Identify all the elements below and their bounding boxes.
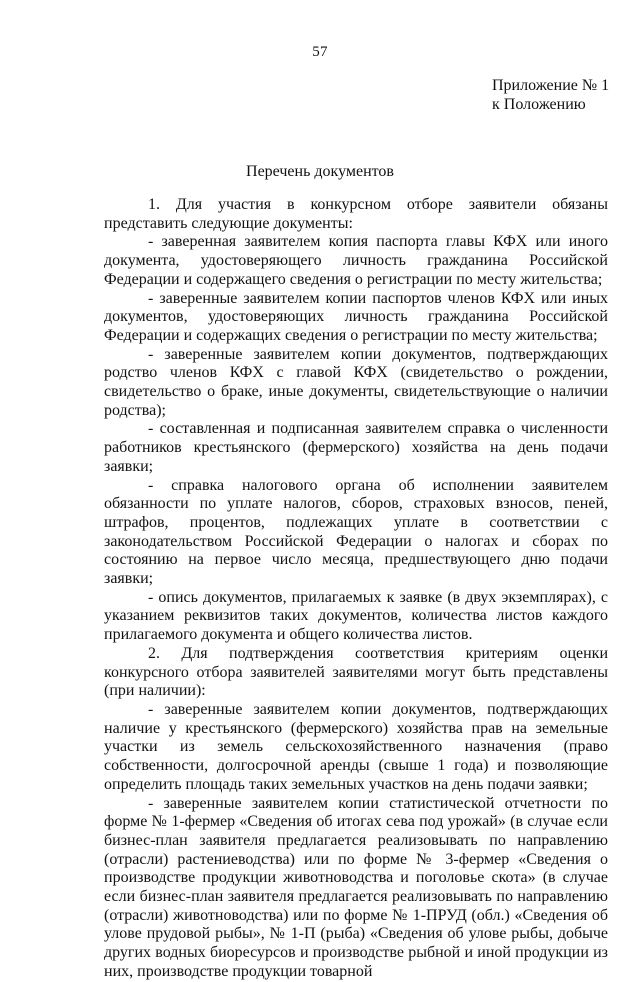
document-body bbox=[104, 196, 608, 982]
appendix-header bbox=[492, 76, 609, 114]
appendix-line-1: Приложение № 1 bbox=[492, 77, 610, 94]
paragraph-10: - заверенные заявителем копии статистической отчетности по форме № 1-фермер «Сведения об итогах сева под урожай» (в случае если бизнес-план заявителя предлагается реализовывать по направлению (отрасли) растениеводства) или по форме № 3-фермер «Сведения о производстве продукции животноводства и поголовье скота» (в случае если бизнес-план заявителя предлагается реализовывать по направлению (отрасли) животноводства) или по форме № 1-ПРУД (обл.) «Сведения об улове прудовой рыбы», № 1-П (рыба) «Сведения об улове рыбы, добыче других водных биоресурсов и производстве рыбной и иной продукции из них, производстве продукции товарной bbox=[104, 794, 608, 980]
paragraph-2: - заверенная заявителем копия паспорта главы КФХ или иного документа, удостоверяющего личность гражданина Российской Федерации и содержащего сведения о регистрации по месту жительства; bbox=[104, 233, 608, 288]
paragraph-4: - заверенные заявителем копии документов, подтверждающих родство членов КФХ с главой КФХ (свидетельство о рождении, свидетельство о браке, иные документы, свидетельствующие о наличии родства); bbox=[104, 345, 608, 419]
paragraph-3: - заверенные заявителем копии паспортов членов КФХ или иных документов, удостоверяющих личность гражданина Российской Федерации и содержащих сведения о регистрации по месту жительства; bbox=[104, 289, 608, 344]
paragraph-1: 1. Для участия в конкурсном отборе заявители обязаны представить следующие документы: bbox=[104, 196, 608, 232]
document-title: Перечень документов bbox=[246, 163, 394, 180]
paragraph-7: - опись документов, прилагаемых к заявке (в двух экземплярах), с указанием реквизитов таких документов, количества листов каждого прилагаемого документа и общего количества листов. bbox=[104, 588, 608, 644]
paragraph-6: - справка налогового органа об исполнении заявителем обязанности по уплате налогов, сборов, страховых взносов, пеней, штрафов, процентов, подлежащих уплате в соответствии с законодательством Российской Федерации о налогах и сборах по состоянию на первое число месяца, предшествующего дню подачи заявки; bbox=[104, 476, 608, 588]
paragraph-8: 2. Для подтверждения соответствия критериям оценки конкурсного отбора заявителей заявителями могут быть представлены (при наличии): bbox=[104, 644, 608, 700]
paragraph-5: - составленная и подписанная заявителем справка о численности работников крестьянского (фермерского) хозяйства на день подачи заявки; bbox=[104, 420, 608, 475]
appendix-line-2: к Положению bbox=[492, 96, 586, 113]
page-number: 57 bbox=[312, 44, 328, 60]
paragraph-9: - заверенные заявителем копии документов, подтверждающих наличие у крестьянского (фермерского) хозяйства прав на земельные участки из земель сельскохозяйственного назначения (право собственности, долгосрочной аренды (свыше 1 года) и позволяющие определить площадь таких земельных участков на день подачи заявки; bbox=[104, 700, 608, 793]
